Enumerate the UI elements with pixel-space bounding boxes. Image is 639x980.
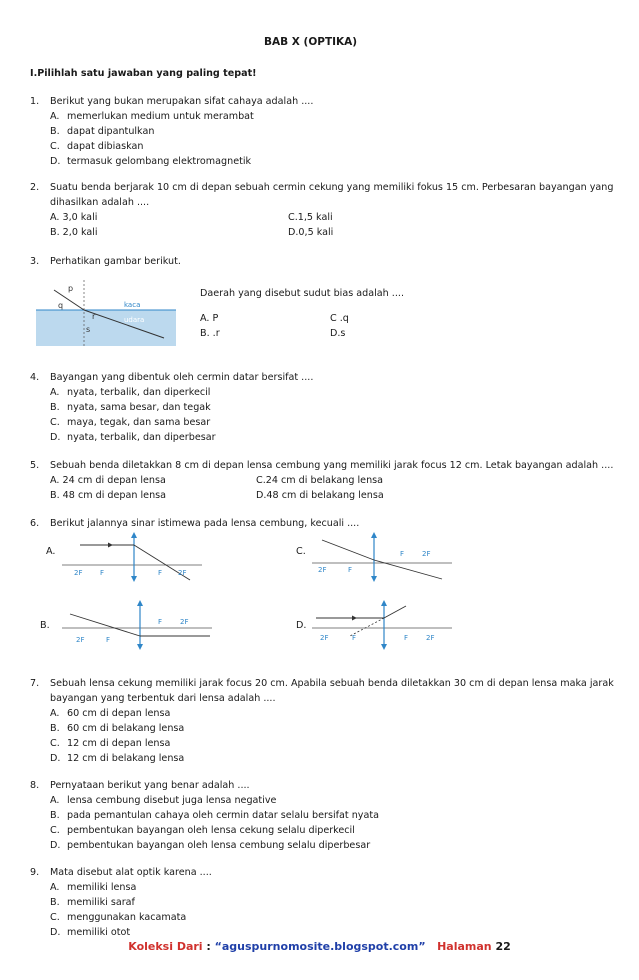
page-title: BAB X (OPTIKA) xyxy=(264,36,358,48)
q6-text: Berikut jalannya sinar istimewa pada lensa cembung, kecuali .... xyxy=(50,518,360,529)
q8-number: 8. xyxy=(30,780,40,791)
q8-option-d: pembentukan bayangan oleh lensa cembung selalu diperbesar xyxy=(67,840,371,851)
q9-text: Mata disebut alat optik karena .... xyxy=(50,867,212,878)
q3-option-c: C .q xyxy=(330,313,349,324)
q3-text: Perhatikan gambar berikut. xyxy=(50,256,181,267)
q1-option-a: memerlukan medium untuk merambat xyxy=(67,111,254,122)
q8-option-b-letter: B. xyxy=(50,810,60,821)
page-footer xyxy=(0,940,639,953)
q6a-label-2f-right: 2F xyxy=(178,569,187,577)
q5-option-c: C.24 cm di belakang lensa xyxy=(256,475,384,486)
q3-option-a: A. P xyxy=(200,313,219,324)
q5-option-d: D.48 cm di belakang lensa xyxy=(256,490,384,501)
q6d-ray-arrow xyxy=(352,616,357,621)
q3-label-kaca: kaca xyxy=(124,301,141,309)
q2-text-line2: dihasilkan adalah .... xyxy=(50,197,150,208)
q1-option-d-letter: D. xyxy=(50,156,61,167)
q4-option-d-letter: D. xyxy=(50,432,61,443)
q9-option-d: memiliki otot xyxy=(67,927,131,938)
q3-label-s: s xyxy=(86,325,91,334)
q4-option-d: nyata, terbalik, dan diperbesar xyxy=(67,432,216,443)
q8-option-d-letter: D. xyxy=(50,840,61,851)
q1-option-c: dapat dibiaskan xyxy=(67,141,144,152)
q7-option-a-letter: A. xyxy=(50,708,60,719)
q9-option-b: memiliki saraf xyxy=(67,897,135,908)
q6-label-d: D. xyxy=(296,620,307,631)
q6c-lens-arrow-bottom xyxy=(371,576,377,582)
q4-option-c: maya, tegak, dan sama besar xyxy=(67,417,211,428)
q7-option-b: 60 cm di belakang lensa xyxy=(67,723,185,734)
q2-number: 2. xyxy=(30,182,40,193)
q6c-label-2f-left: 2F xyxy=(318,566,327,574)
q4-text: Bayangan yang dibentuk oleh cermin datar bersifat .... xyxy=(50,372,314,383)
q8-option-a-letter: A. xyxy=(50,795,60,806)
q6d-label-f-right: F xyxy=(404,634,409,642)
q4-option-c-letter: C. xyxy=(50,417,60,428)
q3-label-udara: udara xyxy=(124,316,145,324)
footer-koleksi: Koleksi Dari xyxy=(128,940,203,953)
q8-option-c: pembentukan bayangan oleh lensa cekung selalu diperkecil xyxy=(67,825,355,836)
q6d-label-2f-right: 2F xyxy=(426,634,435,642)
q7-option-c: 12 cm di depan lensa xyxy=(67,738,171,749)
q9-number: 9. xyxy=(30,867,40,878)
footer-colon: : xyxy=(202,940,215,953)
q7-option-b-letter: B. xyxy=(50,723,60,734)
q6b-incident-ray xyxy=(70,614,140,636)
q6a-lens-arrow-bottom xyxy=(131,576,137,582)
q8-text: Pernyataan berikut yang benar adalah .... xyxy=(50,780,250,791)
q9-option-c: menggunakan kacamata xyxy=(67,912,187,923)
q6a-label-f-right: F xyxy=(158,569,163,577)
q6a-lens-arrow-top xyxy=(131,532,137,538)
q7-text-line1: Sebuah lensa cekung memiliki jarak focus 20 cm. Apabila sebuah benda diletakkan 30 cm di depan lensa maka jarak xyxy=(50,678,614,689)
footer-halaman: Halaman xyxy=(437,940,492,953)
q1-option-a-letter: A. xyxy=(50,111,60,122)
q7-option-d-letter: D. xyxy=(50,753,61,764)
instruction: I.Pilihlah satu jawaban yang paling tepat! xyxy=(30,68,257,79)
q2-option-b: B. 2,0 kali xyxy=(50,227,98,238)
q1-number: 1. xyxy=(30,96,40,107)
q4-option-b-letter: B. xyxy=(50,402,60,413)
q2-text-line1: Suatu benda berjarak 10 cm di depan sebuah cermin cekung yang memiliki fokus 15 cm. Perbesaran bayangan yang xyxy=(50,182,614,193)
q8-option-a: lensa cembung disebut juga lensa negative xyxy=(67,795,277,806)
q6a-label-f-left: F xyxy=(100,569,105,577)
q3-question: Daerah yang disebut sudut bias adalah .... xyxy=(200,288,404,299)
footer-site-link[interactable]: “aguspurnomosite.blogspot.com” xyxy=(214,940,426,953)
q6-label-c: C. xyxy=(296,546,306,557)
q6b-label-2f-left: 2F xyxy=(76,636,85,644)
q5-text: Sebuah benda diletakkan 8 cm di depan lensa cembung yang memiliki jarak focus 12 cm. Letak bayangan adalah .... xyxy=(50,460,614,471)
q5-option-a: A. 24 cm di depan lensa xyxy=(50,475,166,486)
q3-option-d: D.s xyxy=(330,328,346,339)
q6a-ray-arrow xyxy=(108,543,113,548)
q9-option-d-letter: D. xyxy=(50,927,61,938)
q7-option-d: 12 cm di belakang lensa xyxy=(67,753,185,764)
q6c-label-f-right: F xyxy=(400,550,405,558)
q1-option-b: dapat dipantulkan xyxy=(67,126,155,137)
q1-option-c-letter: C. xyxy=(50,141,60,152)
q6b-label-f-right: F xyxy=(158,618,163,626)
q6-figure-c xyxy=(312,532,452,582)
q3-water-region xyxy=(36,310,176,346)
q6d-lens-arrow-bottom xyxy=(381,644,387,650)
q6b-label-f-left: F xyxy=(106,636,111,644)
q1-option-b-letter: B. xyxy=(50,126,60,137)
q8-option-b: pada pemantulan cahaya oleh cermin datar selalu bersifat nyata xyxy=(67,810,379,821)
q4-number: 4. xyxy=(30,372,40,383)
q6a-label-2f-left: 2F xyxy=(74,569,83,577)
q9-option-a-letter: A. xyxy=(50,882,60,893)
q9-option-a: memiliki lensa xyxy=(67,882,137,893)
q6d-label-f-left: F xyxy=(352,634,357,642)
q6-figure-b xyxy=(62,600,212,650)
q9-option-c-letter: C. xyxy=(50,912,60,923)
q6-figure-d xyxy=(312,600,452,650)
q3-label-q: q xyxy=(58,301,64,310)
q7-option-a: 60 cm di depan lensa xyxy=(67,708,171,719)
q1-text: Berikut yang bukan merupakan sifat cahaya adalah .... xyxy=(50,96,314,107)
q6b-lens-arrow-bottom xyxy=(137,644,143,650)
q6c-label-2f-right: 2F xyxy=(422,550,431,558)
q6d-refracted-ray xyxy=(384,606,406,618)
q6-figure-a xyxy=(62,532,202,582)
q5-number: 5. xyxy=(30,460,40,471)
q4-option-b: nyata, sama besar, dan tegak xyxy=(67,402,211,413)
footer-page-number: 22 xyxy=(495,940,511,953)
q7-option-c-letter: C. xyxy=(50,738,60,749)
q6-label-b: B. xyxy=(40,620,50,631)
q6d-label-2f-left: 2F xyxy=(320,634,329,642)
q6-number: 6. xyxy=(30,518,40,529)
q3-refraction-figure xyxy=(36,280,176,346)
q4-option-a: nyata, terbalik, dan diperkecil xyxy=(67,387,211,398)
q3-label-p: p xyxy=(68,284,74,293)
q6b-label-2f-right: 2F xyxy=(180,618,189,626)
q6-label-a: A. xyxy=(46,546,56,557)
q3-number: 3. xyxy=(30,256,40,267)
q6b-lens-arrow-top xyxy=(137,600,143,606)
q4-option-a-letter: A. xyxy=(50,387,60,398)
q2-option-d: D.0,5 kali xyxy=(288,227,334,238)
q2-option-a: A. 3,0 kali xyxy=(50,212,98,223)
q6c-lens-arrow-top xyxy=(371,532,377,538)
q3-option-b: B. .r xyxy=(200,328,220,339)
q6c-incident-ray xyxy=(322,540,374,560)
q2-option-c: C.1,5 kali xyxy=(288,212,333,223)
q3-label-r: r xyxy=(92,312,96,321)
q6d-lens-arrow-top xyxy=(381,600,387,606)
q7-number: 7. xyxy=(30,678,40,689)
q1-option-d: termasuk gelombang elektromagnetik xyxy=(67,156,252,167)
q6c-label-f-left: F xyxy=(348,566,353,574)
q9-option-b-letter: B. xyxy=(50,897,60,908)
q7-text-line2: bayangan yang terbentuk dari lensa adalah .... xyxy=(50,693,276,704)
q5-option-b: B. 48 cm di depan lensa xyxy=(50,490,167,501)
q8-option-c-letter: C. xyxy=(50,825,60,836)
